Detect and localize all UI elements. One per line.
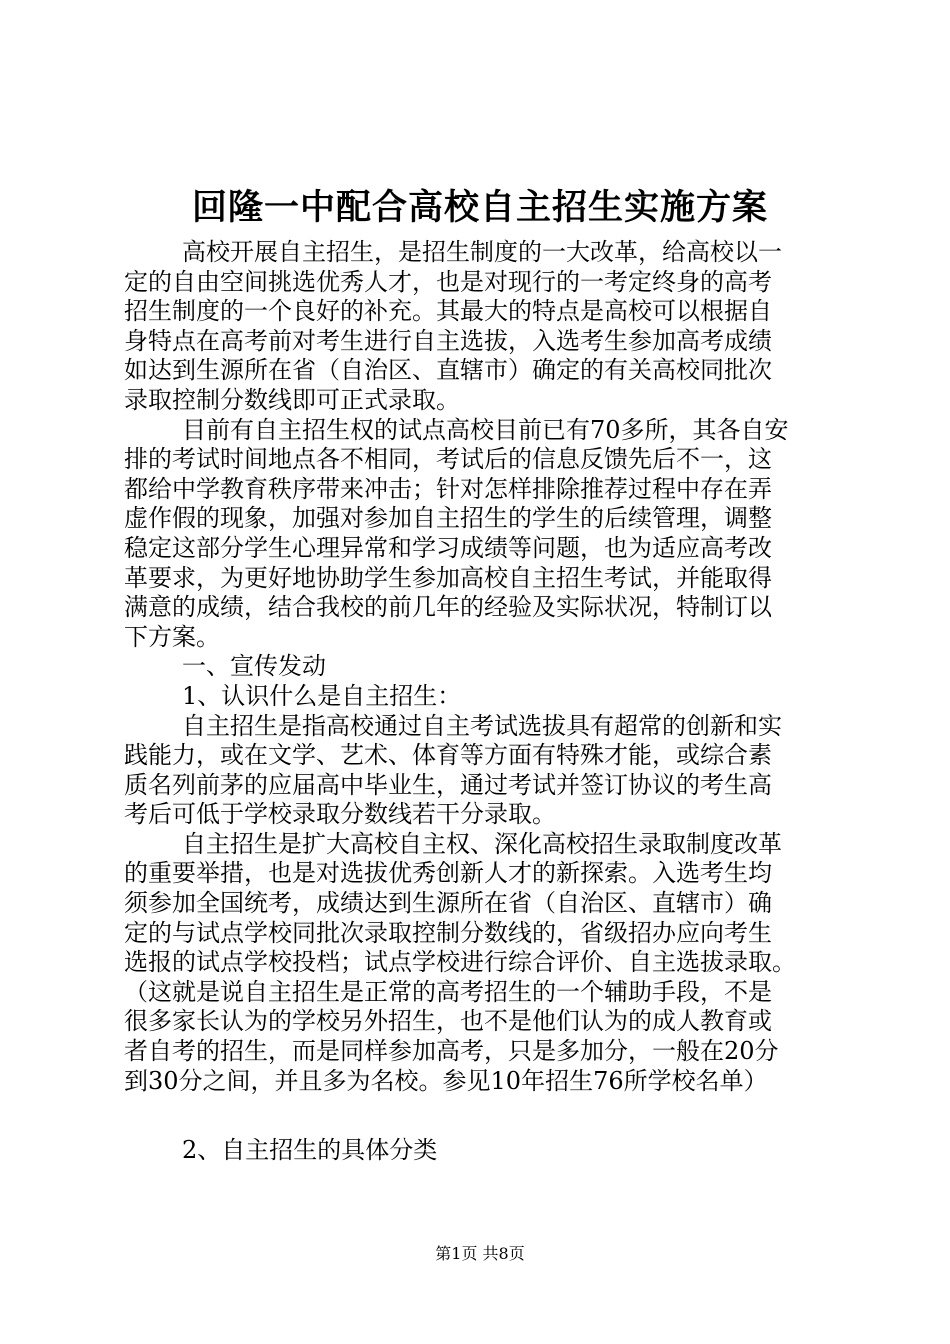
text-line: 都给中学教育秩序带来冲击；针对怎样排除推荐过程中存在弄 xyxy=(124,474,772,503)
text-line: 者自考的招生，而是同样参加高考，只是多加分，一般在20分 xyxy=(124,1037,779,1066)
text-line: 稳定这部分学生心理异常和学习成绩等问题，也为适应高考改 xyxy=(124,533,772,562)
paragraph-gap xyxy=(124,1096,844,1136)
subsection-heading: 1、认识什么是自主招生： xyxy=(182,681,462,710)
text-line: 如达到生源所在省（自治区、直辖市）确定的有关高校同批次 xyxy=(124,356,772,385)
text-line: 自主招生是指高校通过自主考试选拔具有超常的创新和实 xyxy=(182,711,782,740)
text-line: 招生制度的一个良好的补充。其最大的特点是高校可以根据自 xyxy=(124,297,772,326)
text-line: 自主招生是扩大高校自主权、深化高校招生录取制度改革 xyxy=(182,829,782,858)
text-line: 下方案。 xyxy=(124,622,220,651)
text-line: 定的与试点学校同批次录取控制分数线的，省级招办应向考生 xyxy=(124,918,772,947)
text-line: （这就是说自主招生是正常的高考招生的一个辅助手段，不是 xyxy=(124,977,772,1006)
text-line: 选报的试点学校投档；试点学校进行综合评价、自主选拔录取。 xyxy=(124,948,796,977)
text-line: 的重要举措，也是对选拔优秀创新人才的新探索。入选考生均 xyxy=(124,859,772,888)
document-body xyxy=(124,238,844,1166)
text-line: 革要求，为更好地协助学生参加高校自主招生考试，并能取得 xyxy=(124,563,772,592)
text-line: 践能力，或在文学、艺术、体育等方面有特殊才能，或综合素 xyxy=(124,741,772,770)
text-line: 高校开展自主招生，是招生制度的一大改革，给高校以一 xyxy=(182,238,782,266)
text-line: 满意的成绩，结合我校的前几年的经验及实际状况，特制订以 xyxy=(124,593,772,622)
subsection-heading: 2、自主招生的具体分类 xyxy=(182,1136,438,1165)
text-line: 排的考试时间地点各不相同，考试后的信息反馈先后不一，这 xyxy=(124,445,772,474)
text-line: 考后可低于学校录取分数线若干分录取。 xyxy=(124,800,556,829)
text-line: 很多家长认为的学校另外招生，也不是他们认为的成人教育或 xyxy=(124,1007,772,1036)
text-line: 须参加全国统考，成绩达到生源所在省（自治区、直辖市）确 xyxy=(124,889,772,918)
section-heading: 一、宣传发动 xyxy=(182,652,326,681)
page-number: 第1页 共8页 xyxy=(435,1244,525,1263)
text-line: 到30分之间，并且多为名校。参见10年招生76所学校名单） xyxy=(124,1066,768,1095)
text-line: 身特点在高考前对考生进行自主选拔，入选考生参加高考成绩 xyxy=(124,326,772,355)
document-title: 回隆一中配合高校自主招生实施方案 xyxy=(191,187,768,228)
text-line: 虚作假的现象，加强对参加自主招生的学生的后续管理，调整 xyxy=(124,504,772,533)
text-line: 目前有自主招生权的试点高校目前已有70多所，其各自安 xyxy=(182,415,789,444)
text-line: 录取控制分数线即可正式录取。 xyxy=(124,385,460,414)
text-line: 质名列前茅的应届高中毕业生，通过考试并签订协议的考生高 xyxy=(124,770,772,799)
text-line: 定的自由空间挑选优秀人才，也是对现行的一考定终身的高考 xyxy=(124,267,772,296)
